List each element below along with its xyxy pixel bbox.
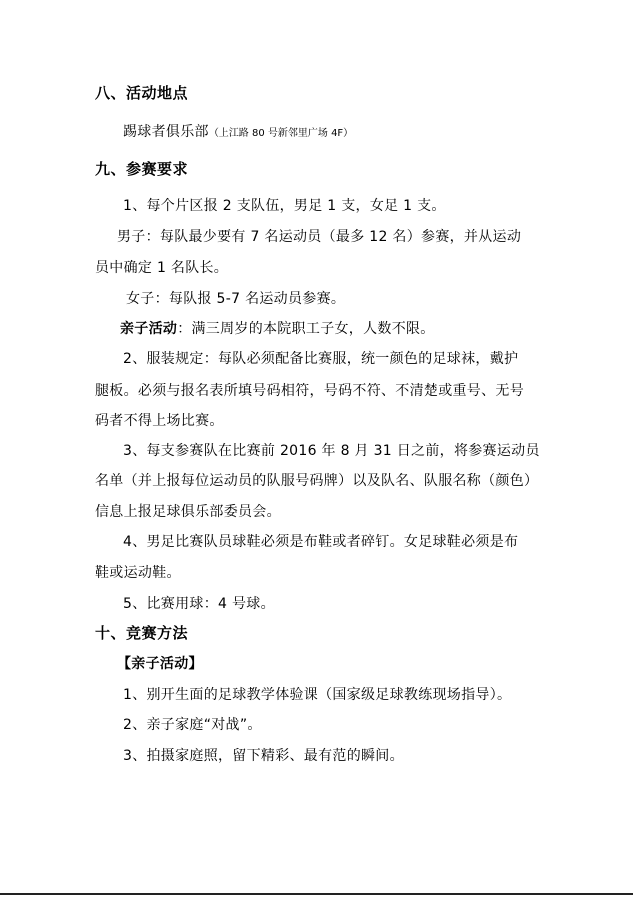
family-activity-subheading: 【亲子活动】 xyxy=(117,656,203,672)
venue-line xyxy=(123,121,353,141)
requirement-3-line-3: 信息上报足球俱乐部委员会。 xyxy=(95,504,281,520)
men-requirement-line-2: 员中确定 1 名队长。 xyxy=(95,260,229,276)
requirement-2-line-3: 码者不得上场比赛。 xyxy=(95,413,224,429)
method-2: 2、亲子家庭“对战”。 xyxy=(123,717,262,733)
women-requirement: 女子：每队报 5-7 名运动员参赛。 xyxy=(126,291,346,307)
method-3: 3、拍摄家庭照，留下精彩、最有范的瞬间。 xyxy=(123,748,404,764)
page-bottom-border xyxy=(0,893,633,895)
section-9-heading: 九、参赛要求 xyxy=(95,160,189,178)
family-requirement xyxy=(120,318,435,338)
requirement-2-line-1: 2、服装规定：每队必须配备比赛服，统一颜色的足球袜，戴护 xyxy=(123,351,519,367)
section-10-heading: 十、竞赛方法 xyxy=(95,624,189,642)
requirement-1: 1、每个片区报 2 支队伍，男足 1 支，女足 1 支。 xyxy=(123,198,446,214)
family-label: 亲子活动 xyxy=(120,321,178,337)
venue-name: 踢球者俱乐部 xyxy=(123,124,209,140)
method-1: 1、别开生面的足球教学体验课（国家级足球教练现场指导）。 xyxy=(123,687,512,703)
requirement-4-line-1: 4、男足比赛队员球鞋必须是布鞋或者碎钉。女足球鞋必须是布 xyxy=(123,534,519,550)
requirement-3-line-2: 名单（并上报每位运动员的队服号码牌）以及队名、队服名称（颜色） xyxy=(95,473,539,489)
men-requirement-line-1: 男子：每队最少要有 7 名运动员（最多 12 名）参赛，并从运动 xyxy=(117,229,522,245)
requirement-3-line-1: 3、每支参赛队在比赛前 2016 年 8 月 31 日之前，将参赛运动员 xyxy=(123,443,540,459)
requirement-4-line-2: 鞋或运动鞋。 xyxy=(95,565,181,581)
section-8-heading: 八、活动地点 xyxy=(95,84,189,102)
requirement-5: 5、比赛用球：4 号球。 xyxy=(123,596,275,612)
family-text: ：满三周岁的本院职工子女，人数不限。 xyxy=(177,321,435,337)
requirement-2-line-2: 腿板。必须与报名表所填号码相符，号码不符、不清楚或重号、无号 xyxy=(95,383,524,399)
venue-address: （上江路 80 号新邻里广场 4F） xyxy=(208,128,354,139)
